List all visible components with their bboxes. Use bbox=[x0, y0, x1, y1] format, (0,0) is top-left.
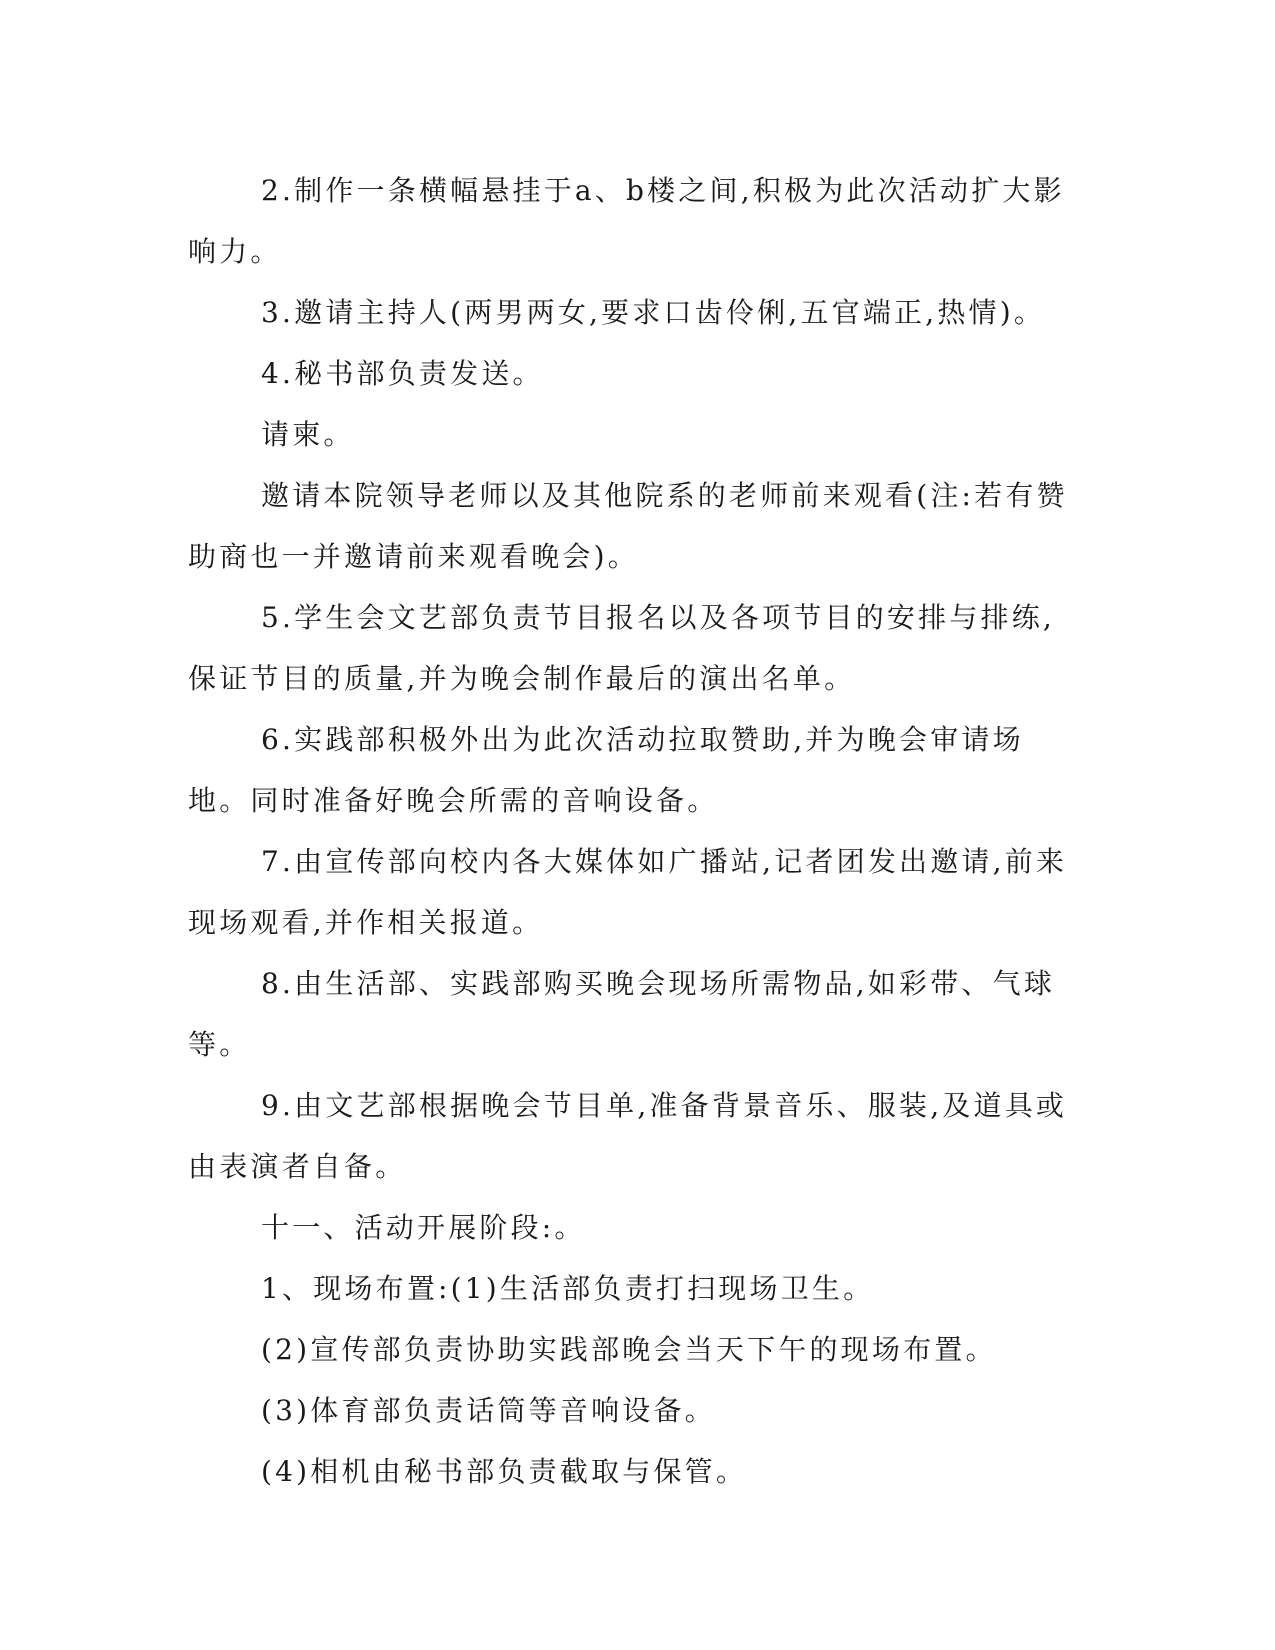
paragraph-invite-teachers: 邀请本院领导老师以及其他院系的老师前来观看(注:若有赞助商也一并邀请前来观看晚会)。 bbox=[188, 479, 1068, 573]
paragraph-music-costume: 9.由文艺部根据晚会节目单,准备背景音乐、服装,及道具或由表演者自备。 bbox=[188, 1089, 1068, 1183]
paragraph-venue-setup: 1、现场布置:(1)生活部负责打扫现场卫生。 bbox=[261, 1272, 875, 1305]
section-heading-activity: 十一、活动开展阶段:。 bbox=[261, 1211, 586, 1244]
paragraph-publicity-dept: 7.由宣传部向校内各大媒体如广播站,记者团发出邀请,前来现场观看,并作相关报道。 bbox=[188, 845, 1068, 939]
paragraph-setup-3: (3)体育部负责话筒等音响设备。 bbox=[261, 1394, 716, 1427]
paragraph-setup-4: (4)相机由秘书部负责截取与保管。 bbox=[261, 1455, 748, 1488]
paragraph-invitation: 请柬。 bbox=[261, 418, 355, 451]
document-body bbox=[188, 160, 1080, 1502]
paragraph-purchase: 8.由生活部、实践部购买晚会现场所需物品,如彩带、气球等。 bbox=[188, 967, 1056, 1061]
paragraph-arts-dept: 5.学生会文艺部负责节目报名以及各项节目的安排与排练,保证节目的质量,并为晚会制作最后的演出名单。 bbox=[188, 601, 1056, 695]
paragraph-practice-dept: 6.实践部积极外出为此次活动拉取赞助,并为晚会审请场地。同时准备好晚会所需的音响设备。 bbox=[188, 723, 1024, 817]
paragraph-secretary: 4.秘书部负责发送。 bbox=[261, 357, 544, 390]
paragraph-hosts: 3.邀请主持人(两男两女,要求口齿伶俐,五官端正,热情)。 bbox=[261, 296, 1046, 329]
paragraph-banner: 2.制作一条横幅悬挂于a、b楼之间,积极为此次活动扩大影响力。 bbox=[188, 174, 1065, 268]
paragraph-setup-2: (2)宣传部负责协助实践部晚会当天下午的现场布置。 bbox=[261, 1333, 997, 1366]
